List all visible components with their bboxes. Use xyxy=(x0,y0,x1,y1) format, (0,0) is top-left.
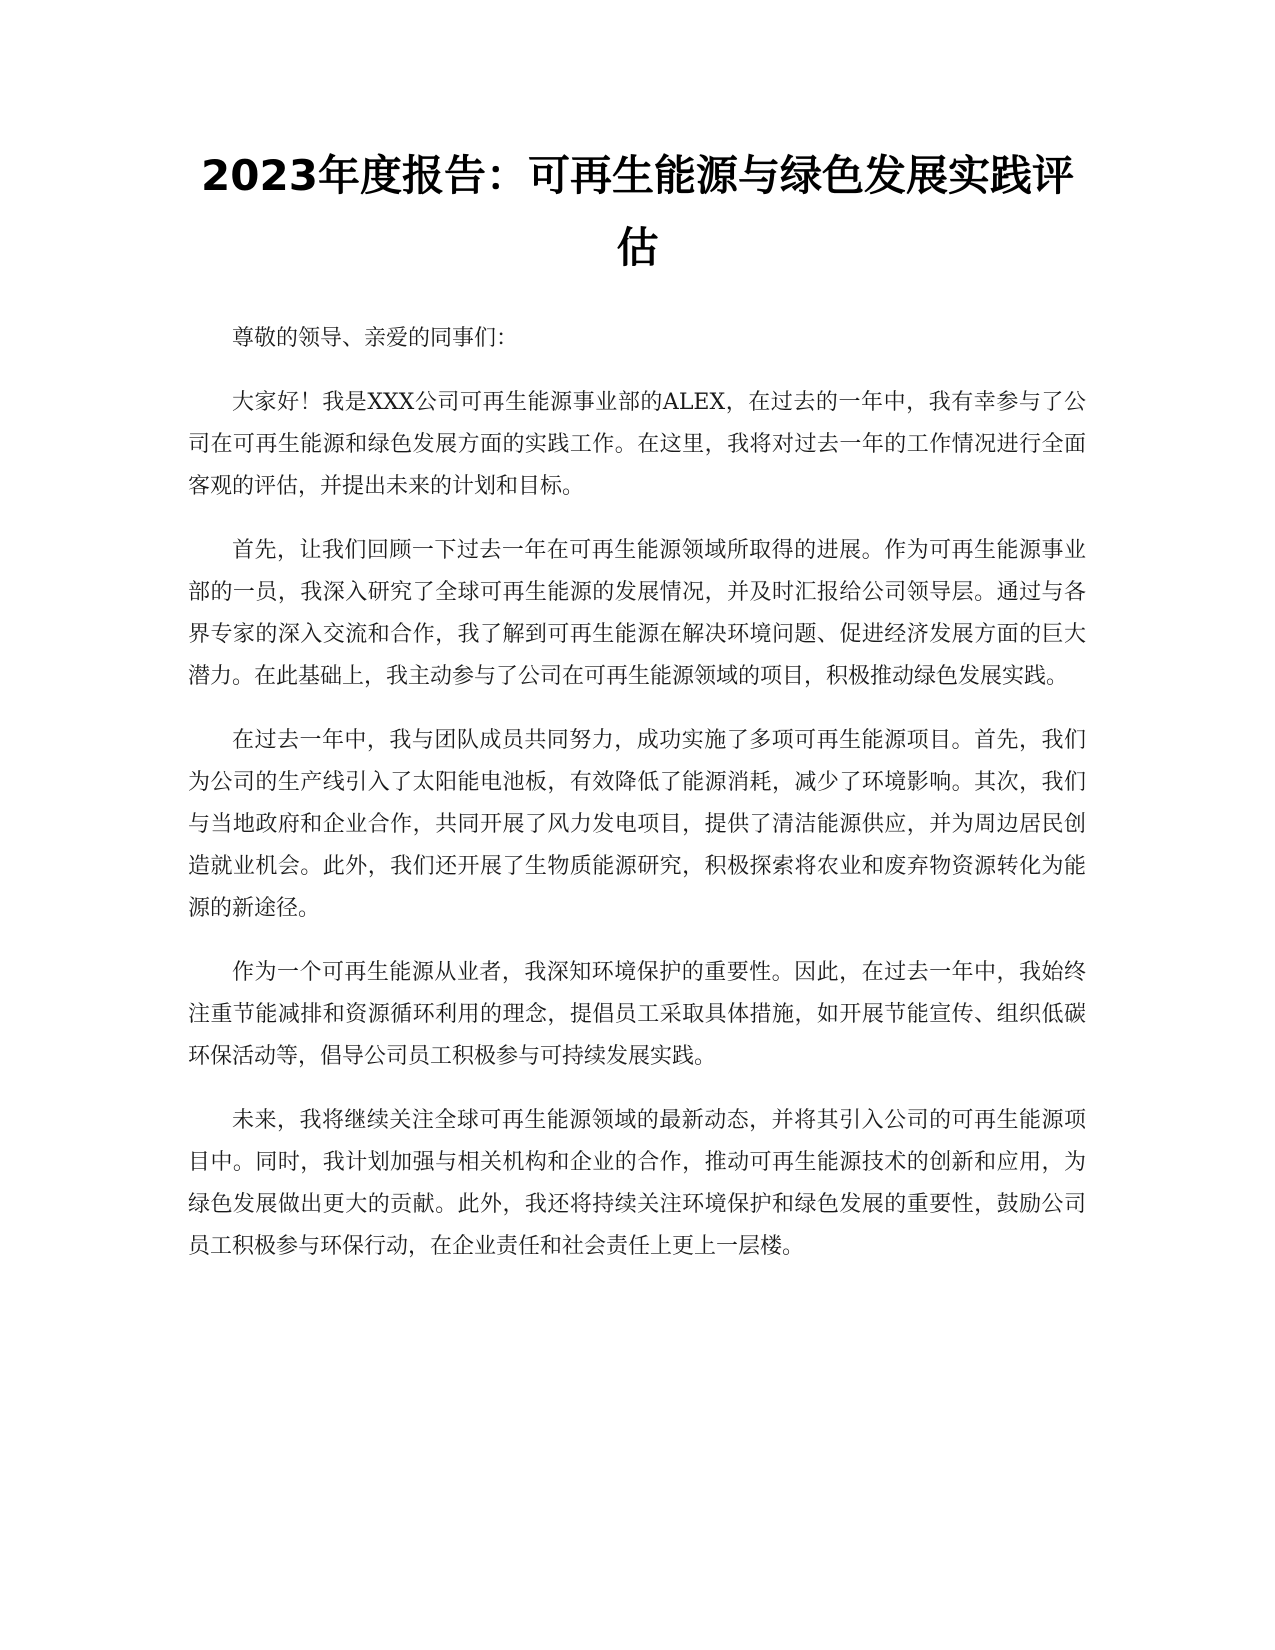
salutation-paragraph: 尊敬的领导、亲爱的同事们： xyxy=(232,326,519,351)
document-body xyxy=(188,318,1086,1290)
document-title: 2023年度报告：可再生能源与绿色发展实践评估 xyxy=(201,151,1074,272)
progress-paragraph: 首先，让我们回顾一下过去一年在可再生能源领域所取得的进展。作为可再生能源事业部的一员，我深入研究了全球可再生能源的发展情况，并及时汇报给公司领导层。通过与各界专家的深入交流和合作，我了解到可再生能源在解决环境问题、促进经济发展方面的巨大潜力。在此基础上，我主动参与了公司在可再生能源领域的项目，积极推动绿色发展实践。 xyxy=(188,538,1086,689)
projects-paragraph: 在过去一年中，我与团队成员共同努力，成功实施了多项可再生能源项目。首先，我们为公司的生产线引入了太阳能电池板，有效降低了能源消耗，减少了环境影响。其次，我们与当地政府和企业合作，共同开展了风力发电项目，提供了清洁能源供应，并为周边居民创造就业机会。此外，我们还开展了生物质能源研究，积极探索将农业和废弃物资源转化为能源的新途径。 xyxy=(188,728,1086,921)
future-plans-paragraph: 未来，我将继续关注全球可再生能源领域的最新动态，并将其引入公司的可再生能源项目中。同时，我计划加强与相关机构和企业的合作，推动可再生能源技术的创新和应用，为绿色发展做出更大的贡献。此外，我还将持续关注环境保护和绿色发展的重要性，鼓励公司员工积极参与环保行动，在企业责任和社会责任上更上一层楼。 xyxy=(188,1108,1086,1259)
environment-paragraph: 作为一个可再生能源从业者，我深知环境保护的重要性。因此，在过去一年中，我始终注重节能减排和资源循环利用的理念，提倡员工采取具体措施，如开展节能宣传、组织低碳环保活动等，倡导公司员工积极参与可持续发展实践。 xyxy=(188,960,1086,1069)
intro-paragraph: 大家好！我是XXX公司可再生能源事业部的ALEX，在过去的一年中，我有幸参与了公司在可再生能源和绿色发展方面的实践工作。在这里，我将对过去一年的工作情况进行全面客观的评估，并提出未来的计划和目标。 xyxy=(188,390,1086,499)
